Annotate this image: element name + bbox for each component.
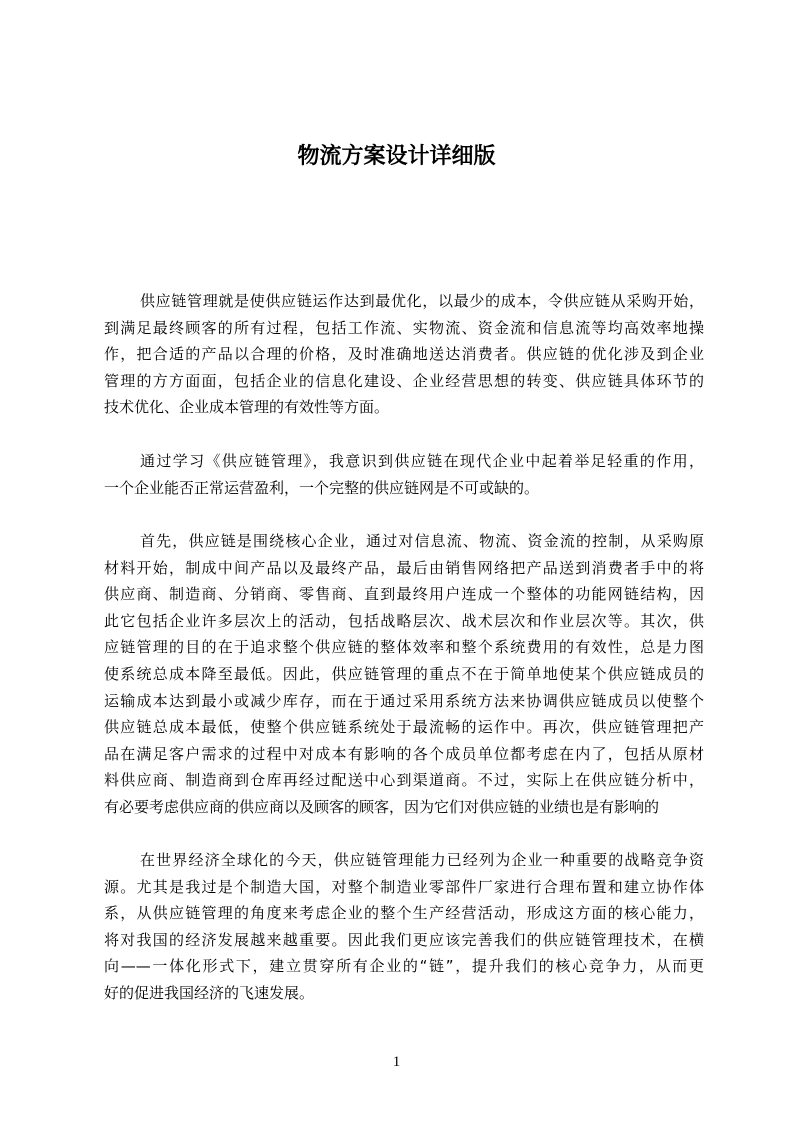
document-title: 物流方案设计详细版 xyxy=(297,144,496,169)
paragraph-1 xyxy=(104,288,704,421)
paragraph-line: 供应商、制造商、分销商、零售商、直到最终用户连成一个整体的功能网链结构，因 xyxy=(104,585,704,604)
paragraph-line: 此它包括企业许多层次上的活动，包括战略层次、战术层次和作业层次等。其次，供 xyxy=(104,611,704,630)
paragraph-line: 系，从供应链管理的角度来考虑企业的整个生产经营活动，形成这方面的核心能力， xyxy=(104,904,704,923)
paragraph-3 xyxy=(104,528,704,821)
paragraph-line: 好的促进我国经济的飞速发展。 xyxy=(104,983,315,1002)
paragraph-line: 一个企业能否正常运营盈利，一个完整的供应链网是不可或缺的。 xyxy=(104,478,540,497)
page-number: 1 xyxy=(392,1054,401,1070)
paragraph-line: 通过学习《供应链管理》，我意识到供应链在现代企业中起着举足轻重的作用， xyxy=(140,452,704,470)
paragraph-line: 技术优化、企业成本管理的有效性等方面。 xyxy=(104,398,390,417)
paragraph-line: 到满足最终顾客的所有过程，包括工作流、实物流、资金流和信息流等均高效率地操 xyxy=(104,318,704,337)
paragraph-line: 将对我国的经济发展越来越重要。因此我们更应该完善我们的供应链管理技术，在横 xyxy=(104,930,704,949)
paragraph-line: 在世界经济全球化的今天，供应链管理能力已经列为企业一种重要的战略竞争资 xyxy=(140,851,704,869)
paragraph-line: 材料开始，制成中间产品以及最终产品，最后由销售网络把产品送到消费者手中的将 xyxy=(104,558,704,577)
paragraph-line: 源。尤其是我过是个制造大国，对整个制造业零部件厂家进行合理布置和建立协作体 xyxy=(104,877,704,896)
paragraph-line: 管理的方方面面，包括企业的信息化建设、企业经营思想的转变、供应链具体环节的 xyxy=(104,371,704,390)
paragraph-line: 品在满足客户需求的过程中对成本有影响的各个成员单位都考虑在内了，包括从原材 xyxy=(104,744,704,763)
paragraph-line: 使系统总成本降至最低。因此，供应链管理的重点不在于简单地使某个供应链成员的 xyxy=(104,664,704,683)
paragraph-line: 作，把合适的产品以合理的价格，及时准确地送达消费者。供应链的优化涉及到企业 xyxy=(104,345,704,364)
paragraph-4 xyxy=(104,847,704,1007)
paragraph-line: 运输成本达到最小或减少库存，而在于通过采用系统方法来协调供应链成员以使整个 xyxy=(104,691,704,710)
paragraph-line: 有必要考虑供应商的供应商以及顾客的顾客，因为它们对供应链的业绩也是有影响的 xyxy=(104,797,660,816)
paragraph-line: 供应链总成本最低，使整个供应链系统处于最流畅的运作中。再次，供应链管理把产 xyxy=(104,718,704,737)
paragraph-line: 首先，供应链是围绕核心企业，通过对信息流、物流、资金流的控制，从采购原 xyxy=(140,532,704,550)
paragraph-line: 供应链管理就是使供应链运作达到最优化，以最少的成本，令供应链从采购开始， xyxy=(140,292,704,310)
paragraph-line: 应链管理的目的在于追求整个供应链的整体效率和整个系统费用的有效性，总是力图 xyxy=(104,638,704,657)
paragraph-2 xyxy=(104,448,704,501)
paragraph-line: 向——一体化形式下，建立贯穿所有企业的“链”，提升我们的核心竞争力，从而更 xyxy=(104,957,704,976)
paragraph-line: 料供应商、制造商到仓库再经过配送中心到渠道商。不过，实际上在供应链分析中， xyxy=(104,771,704,790)
